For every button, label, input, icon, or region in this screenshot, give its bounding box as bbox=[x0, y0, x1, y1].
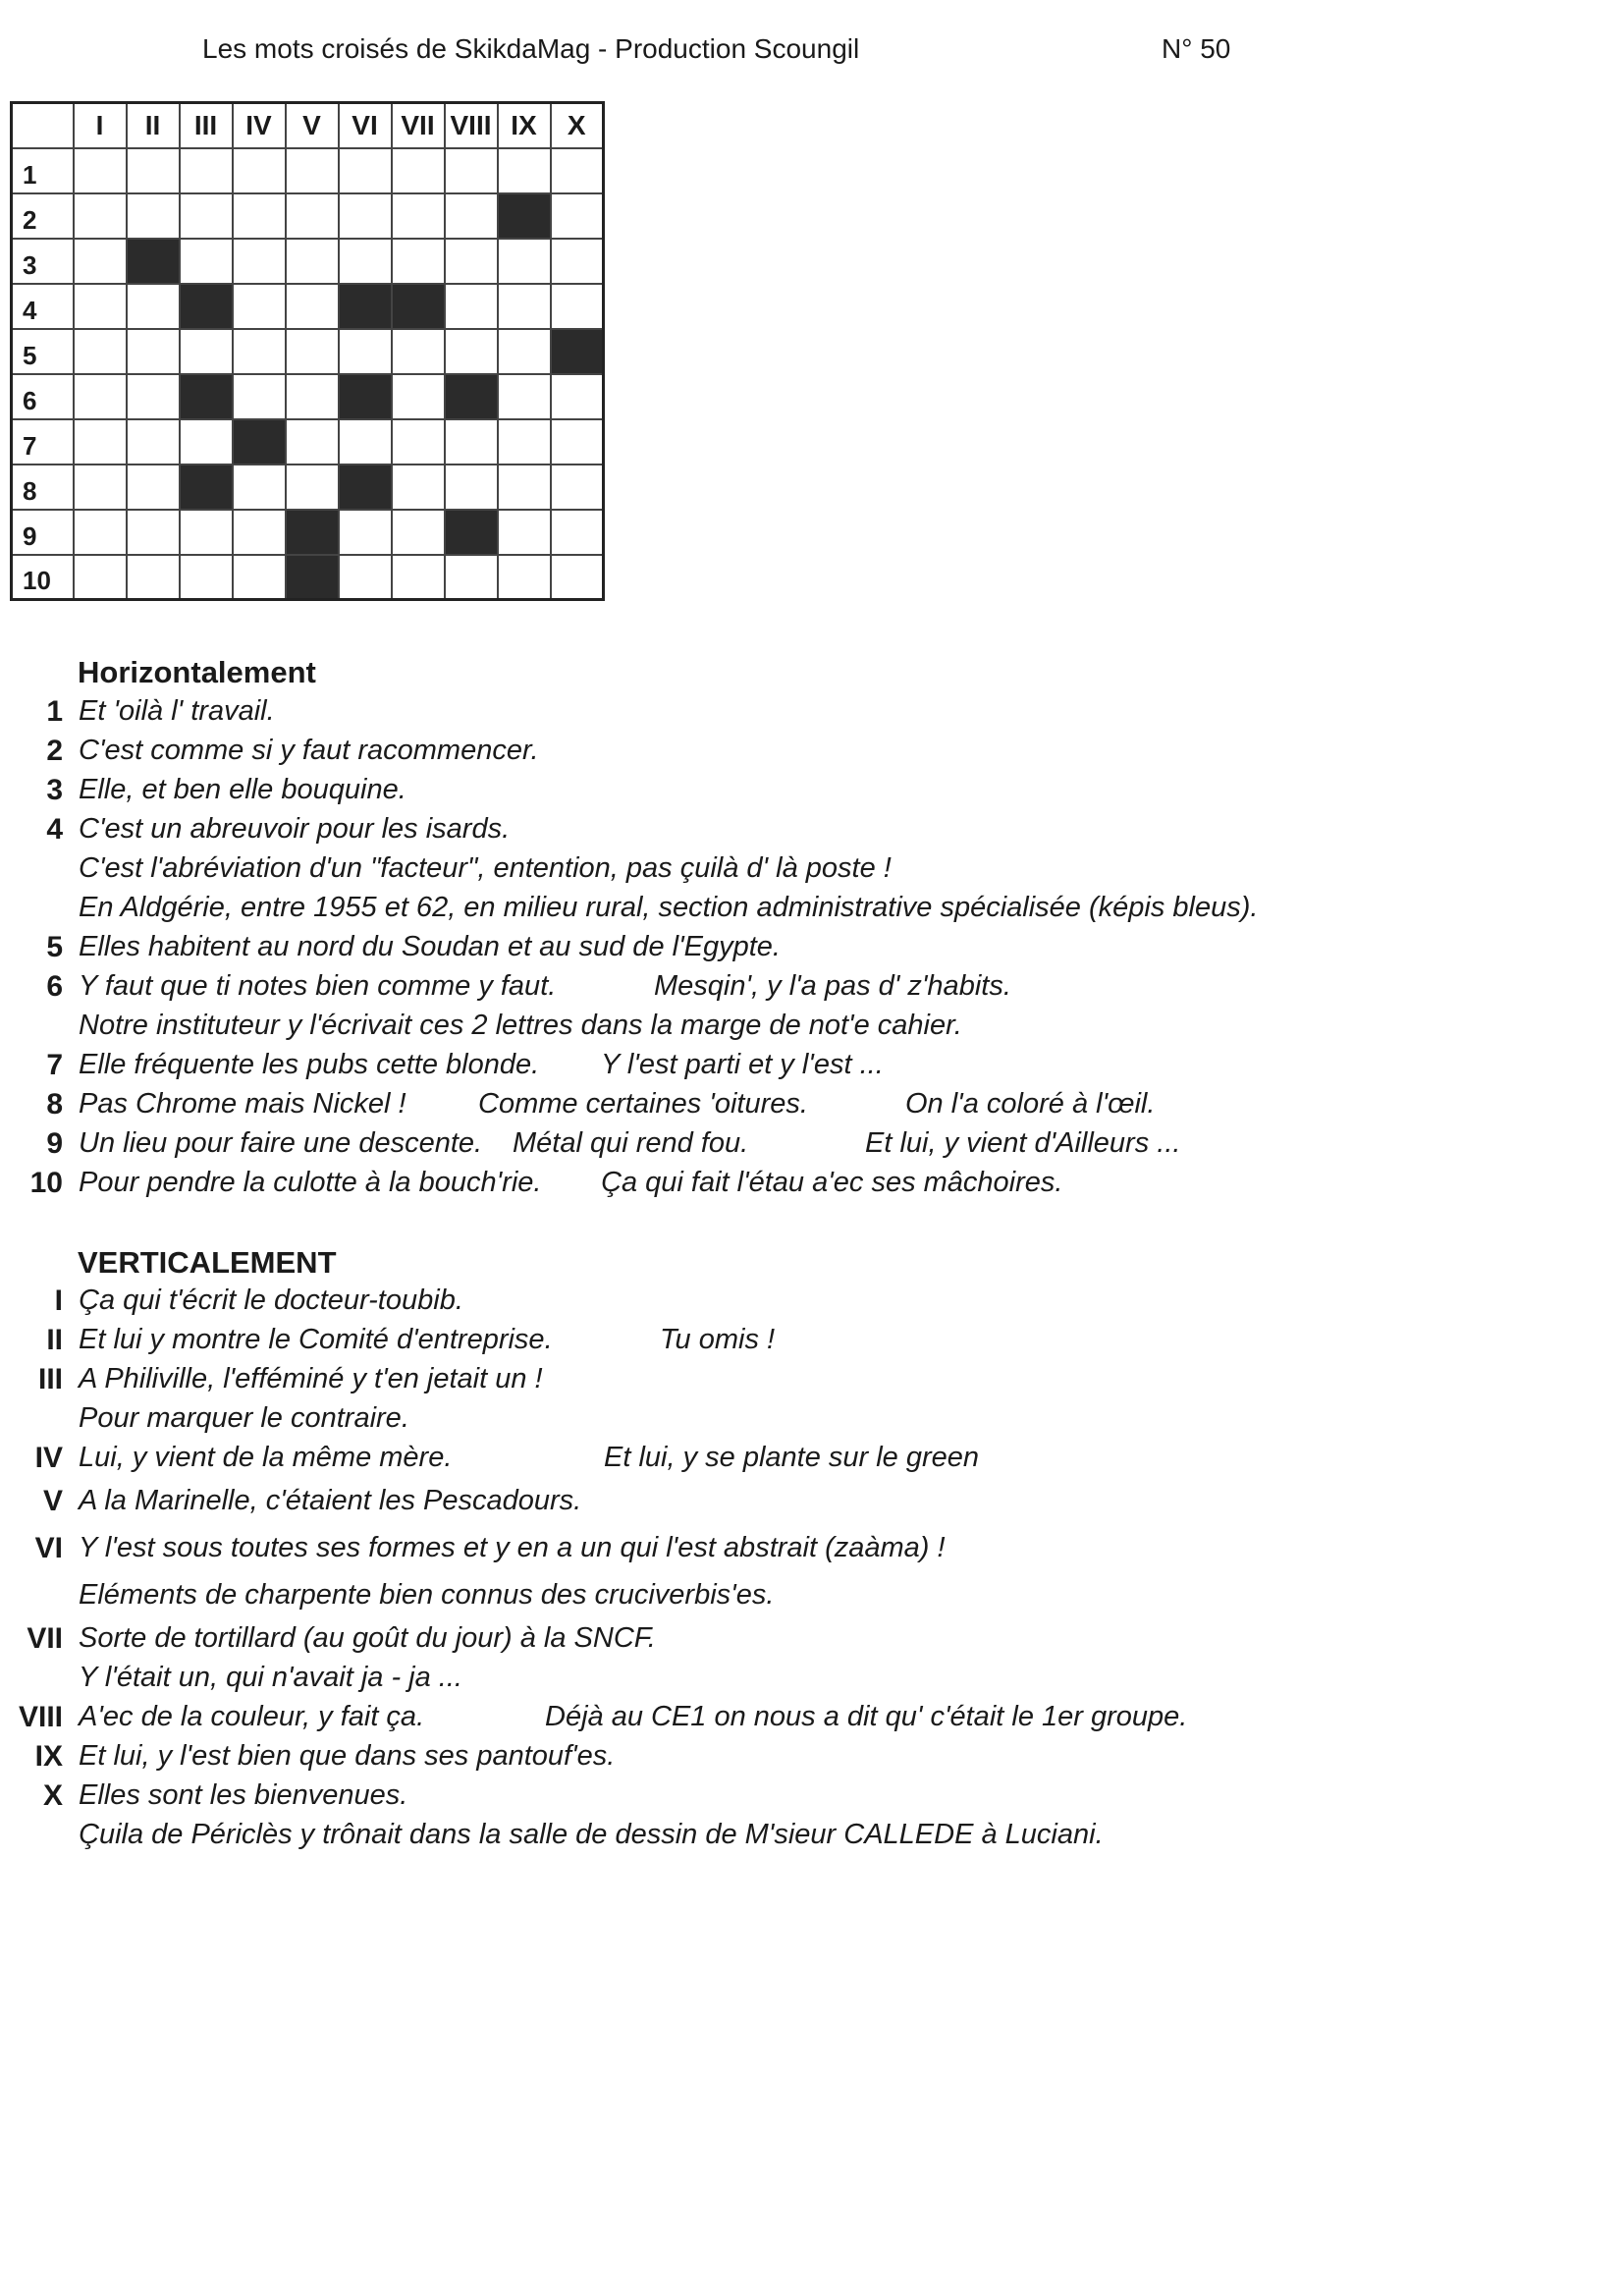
grid-corner bbox=[12, 103, 74, 148]
grid-cell[interactable] bbox=[286, 329, 339, 374]
grid-cell[interactable] bbox=[233, 193, 286, 239]
clue-text: Pour pendre la culotte à la bouch'rie. bbox=[79, 1167, 542, 1198]
grid-cell[interactable] bbox=[127, 193, 180, 239]
row-header: 3 bbox=[12, 239, 74, 284]
black-cell bbox=[339, 465, 392, 510]
black-cell bbox=[286, 510, 339, 555]
clue-number: 3 bbox=[46, 774, 63, 806]
clue-text: Elle fréquente les pubs cette blonde. bbox=[79, 1049, 540, 1080]
clue-number: I bbox=[54, 1285, 63, 1317]
grid-cell[interactable] bbox=[286, 193, 339, 239]
clue-text: Et lui, y l'est bien que dans ses pantouf'es. bbox=[79, 1740, 616, 1772]
clue-text: C'est l'abréviation d'un "facteur", entention, pas çuilà d' là poste ! bbox=[79, 852, 892, 884]
clue-text: Déjà au CE1 on nous a dit qu' c'était le 1er groupe. bbox=[545, 1701, 1188, 1732]
grid-cell[interactable] bbox=[180, 239, 233, 284]
clue-text: Mesqin', y l'a pas d' z'habits. bbox=[654, 970, 1011, 1002]
crossword-grid bbox=[10, 101, 605, 601]
grid-cell[interactable] bbox=[445, 465, 498, 510]
column-header: I bbox=[74, 103, 127, 148]
grid-cell[interactable] bbox=[445, 329, 498, 374]
row-header: 8 bbox=[12, 465, 74, 510]
clue-text: Çuila de Périclès y trônait dans la salle de dessin de M'sieur CALLEDE à Luciani. bbox=[79, 1819, 1104, 1850]
grid-cell[interactable] bbox=[180, 510, 233, 555]
grid-cell[interactable] bbox=[339, 555, 392, 600]
clue-text: Sorte de tortillard (au goût du jour) à la SNCF. bbox=[79, 1622, 656, 1654]
grid-cell[interactable] bbox=[551, 239, 604, 284]
clue-text: Eléments de charpente bien connus des cruciverbis'es. bbox=[79, 1579, 775, 1611]
grid-cell[interactable] bbox=[445, 239, 498, 284]
section-title-vertical: VERTICALEMENT bbox=[78, 1245, 337, 1280]
grid-cell[interactable] bbox=[551, 193, 604, 239]
grid-cell[interactable] bbox=[127, 555, 180, 600]
clue-number: 10 bbox=[29, 1167, 63, 1199]
grid-cell[interactable] bbox=[127, 374, 180, 419]
clue-text: A Philiville, l'efféminé y t'en jetait un ! bbox=[79, 1363, 543, 1394]
grid-cell[interactable] bbox=[74, 555, 127, 600]
clue-text: Un lieu pour faire une descente. bbox=[79, 1127, 483, 1159]
grid-cell[interactable] bbox=[339, 510, 392, 555]
grid-cell[interactable] bbox=[498, 148, 551, 193]
grid-cell[interactable] bbox=[339, 329, 392, 374]
grid-cell[interactable] bbox=[127, 148, 180, 193]
clue-text: Et lui, y vient d'Ailleurs ... bbox=[865, 1127, 1181, 1159]
grid-cell[interactable] bbox=[286, 148, 339, 193]
grid-cell[interactable] bbox=[127, 510, 180, 555]
grid-cell[interactable] bbox=[74, 510, 127, 555]
grid-cell[interactable] bbox=[551, 419, 604, 465]
grid-cell[interactable] bbox=[127, 329, 180, 374]
puzzle-number: N° 50 bbox=[1162, 33, 1231, 64]
black-cell bbox=[551, 329, 604, 374]
clue-text: Elles habitent au nord du Soudan et au sud de l'Egypte. bbox=[79, 931, 781, 962]
grid-cell[interactable] bbox=[233, 284, 286, 329]
clue-text: Elles sont les bienvenues. bbox=[79, 1779, 408, 1811]
grid-cell[interactable] bbox=[339, 148, 392, 193]
black-cell bbox=[498, 193, 551, 239]
grid-cell[interactable] bbox=[551, 148, 604, 193]
column-header: V bbox=[286, 103, 339, 148]
grid-cell[interactable] bbox=[180, 148, 233, 193]
clue-text: Ça qui t'écrit le docteur-toubib. bbox=[79, 1285, 463, 1316]
column-header: III bbox=[180, 103, 233, 148]
clue-text: Et lui, y se plante sur le green bbox=[604, 1442, 980, 1473]
clue-number: VII bbox=[27, 1622, 63, 1655]
grid-cell[interactable] bbox=[498, 510, 551, 555]
grid-cell[interactable] bbox=[286, 419, 339, 465]
column-header: II bbox=[127, 103, 180, 148]
clue-number: 8 bbox=[46, 1088, 63, 1121]
grid-cell[interactable] bbox=[498, 555, 551, 600]
grid-cell[interactable] bbox=[551, 555, 604, 600]
black-cell bbox=[286, 555, 339, 600]
clue-number: II bbox=[46, 1324, 63, 1356]
black-cell bbox=[233, 419, 286, 465]
grid-cell[interactable] bbox=[445, 419, 498, 465]
grid-cell[interactable] bbox=[233, 510, 286, 555]
clue-text: Et 'oilà l' travail. bbox=[79, 695, 275, 727]
clue-text: Y l'est parti et y l'est ... bbox=[601, 1049, 884, 1080]
clue-number: 2 bbox=[46, 735, 63, 767]
black-cell bbox=[339, 284, 392, 329]
grid-cell[interactable] bbox=[233, 555, 286, 600]
clue-text: Lui, y vient de la même mère. bbox=[79, 1442, 453, 1473]
row-header: 2 bbox=[12, 193, 74, 239]
grid-cell[interactable] bbox=[551, 465, 604, 510]
black-cell bbox=[180, 374, 233, 419]
grid-cell[interactable] bbox=[233, 239, 286, 284]
clue-number: III bbox=[37, 1363, 63, 1395]
column-header: IX bbox=[498, 103, 551, 148]
grid-cell[interactable] bbox=[74, 193, 127, 239]
clue-number: VI bbox=[34, 1532, 63, 1564]
header-title: Les mots croisés de SkikdaMag - Production Scoungil bbox=[202, 33, 860, 64]
black-cell bbox=[445, 374, 498, 419]
grid-cell[interactable] bbox=[286, 374, 339, 419]
grid-cell[interactable] bbox=[498, 329, 551, 374]
grid-cell[interactable] bbox=[233, 148, 286, 193]
grid-cell[interactable] bbox=[74, 419, 127, 465]
clue-number: VIII bbox=[18, 1701, 63, 1733]
grid-cell[interactable] bbox=[498, 239, 551, 284]
clue-text: Ça qui fait l'étau a'ec ses mâchoires. bbox=[601, 1167, 1063, 1198]
grid-cell[interactable] bbox=[339, 193, 392, 239]
grid-cell[interactable] bbox=[551, 510, 604, 555]
column-header: X bbox=[551, 103, 604, 148]
grid-cell[interactable] bbox=[233, 465, 286, 510]
clue-number: 5 bbox=[46, 931, 63, 963]
clue-number: 4 bbox=[46, 813, 63, 846]
clue-number: 7 bbox=[46, 1049, 63, 1081]
clue-text: A'ec de la couleur, y fait ça. bbox=[79, 1701, 425, 1732]
clue-text: Comme certaines 'oitures. bbox=[478, 1088, 808, 1120]
grid-cell[interactable] bbox=[74, 284, 127, 329]
row-header: 10 bbox=[12, 555, 74, 600]
section-title-horizontal: Horizontalement bbox=[78, 655, 316, 689]
column-header: VIII bbox=[445, 103, 498, 148]
clue-number: 9 bbox=[46, 1127, 63, 1160]
grid-cell[interactable] bbox=[180, 419, 233, 465]
clue-text: Pas Chrome mais Nickel ! bbox=[79, 1088, 406, 1120]
clue-text: Y l'était un, qui n'avait ja - ja ... bbox=[79, 1662, 462, 1693]
grid-cell[interactable] bbox=[445, 555, 498, 600]
black-cell bbox=[127, 239, 180, 284]
grid-cell[interactable] bbox=[392, 510, 445, 555]
row-header: 1 bbox=[12, 148, 74, 193]
grid-cell[interactable] bbox=[392, 148, 445, 193]
grid-cell[interactable] bbox=[180, 329, 233, 374]
clue-text: Métal qui rend fou. bbox=[513, 1127, 749, 1159]
clue-number: 6 bbox=[46, 970, 63, 1003]
row-header: 7 bbox=[12, 419, 74, 465]
grid-cell[interactable] bbox=[127, 419, 180, 465]
clue-text: Y l'est sous toutes ses formes et y en a un qui l'est abstrait (zaàma) ! bbox=[79, 1532, 946, 1563]
grid-cell[interactable] bbox=[339, 239, 392, 284]
grid-cell[interactable] bbox=[74, 374, 127, 419]
column-header: IV bbox=[233, 103, 286, 148]
grid-cell[interactable] bbox=[286, 465, 339, 510]
grid-cell[interactable] bbox=[339, 419, 392, 465]
column-header: VII bbox=[392, 103, 445, 148]
clue-text: Tu omis ! bbox=[660, 1324, 776, 1355]
grid-cell[interactable] bbox=[392, 465, 445, 510]
clue-number: IX bbox=[34, 1740, 63, 1773]
clue-text: C'est un abreuvoir pour les isards. bbox=[79, 813, 511, 845]
black-cell bbox=[180, 284, 233, 329]
grid-cell[interactable] bbox=[233, 329, 286, 374]
clue-text: On l'a coloré à l'œil. bbox=[905, 1088, 1156, 1120]
grid-cell[interactable] bbox=[445, 284, 498, 329]
grid-cell[interactable] bbox=[392, 555, 445, 600]
clue-text: En Aldgérie, entre 1955 et 62, en milieu rural, section administrative spécialisée (képis bleus). bbox=[79, 892, 1259, 923]
row-header: 6 bbox=[12, 374, 74, 419]
grid-cell[interactable] bbox=[127, 465, 180, 510]
clue-text: Y faut que ti notes bien comme y faut. bbox=[79, 970, 557, 1002]
grid-cell[interactable] bbox=[392, 419, 445, 465]
clue-text: Pour marquer le contraire. bbox=[79, 1402, 409, 1434]
clue-text: C'est comme si y faut racommencer. bbox=[79, 735, 539, 766]
grid-cell[interactable] bbox=[392, 329, 445, 374]
grid-cell[interactable] bbox=[392, 193, 445, 239]
grid-cell[interactable] bbox=[127, 284, 180, 329]
grid-cell[interactable] bbox=[551, 284, 604, 329]
clue-text: A la Marinelle, c'étaient les Pescadours. bbox=[79, 1485, 582, 1516]
grid-cell[interactable] bbox=[74, 329, 127, 374]
grid-cell[interactable] bbox=[180, 555, 233, 600]
crossword-table bbox=[10, 101, 605, 601]
page-header bbox=[0, 29, 1624, 73]
grid-cell[interactable] bbox=[392, 239, 445, 284]
clue-number: IV bbox=[34, 1442, 63, 1474]
black-cell bbox=[445, 510, 498, 555]
grid-cell[interactable] bbox=[445, 193, 498, 239]
grid-cell[interactable] bbox=[445, 148, 498, 193]
clue-number: V bbox=[42, 1485, 63, 1517]
grid-cell[interactable] bbox=[180, 193, 233, 239]
clue-text: Elle, et ben elle bouquine. bbox=[79, 774, 406, 805]
grid-cell[interactable] bbox=[551, 374, 604, 419]
grid-cell[interactable] bbox=[286, 284, 339, 329]
grid-cell[interactable] bbox=[286, 239, 339, 284]
row-header: 4 bbox=[12, 284, 74, 329]
black-cell bbox=[339, 374, 392, 419]
clue-number: 1 bbox=[46, 695, 63, 728]
black-cell bbox=[392, 284, 445, 329]
row-header: 9 bbox=[12, 510, 74, 555]
grid-cell[interactable] bbox=[498, 374, 551, 419]
grid-cell[interactable] bbox=[74, 239, 127, 284]
clue-text: Et lui y montre le Comité d'entreprise. bbox=[79, 1324, 553, 1355]
grid-cell[interactable] bbox=[74, 148, 127, 193]
grid-cell[interactable] bbox=[498, 284, 551, 329]
row-header: 5 bbox=[12, 329, 74, 374]
grid-cell[interactable] bbox=[74, 465, 127, 510]
clue-text: Notre instituteur y l'écrivait ces 2 lettres dans la marge de not'e cahier. bbox=[79, 1010, 962, 1041]
grid-cell[interactable] bbox=[233, 374, 286, 419]
clue-number: X bbox=[42, 1779, 63, 1812]
black-cell bbox=[180, 465, 233, 510]
grid-cell[interactable] bbox=[498, 419, 551, 465]
grid-cell[interactable] bbox=[498, 465, 551, 510]
column-header: VI bbox=[339, 103, 392, 148]
grid-cell[interactable] bbox=[392, 374, 445, 419]
